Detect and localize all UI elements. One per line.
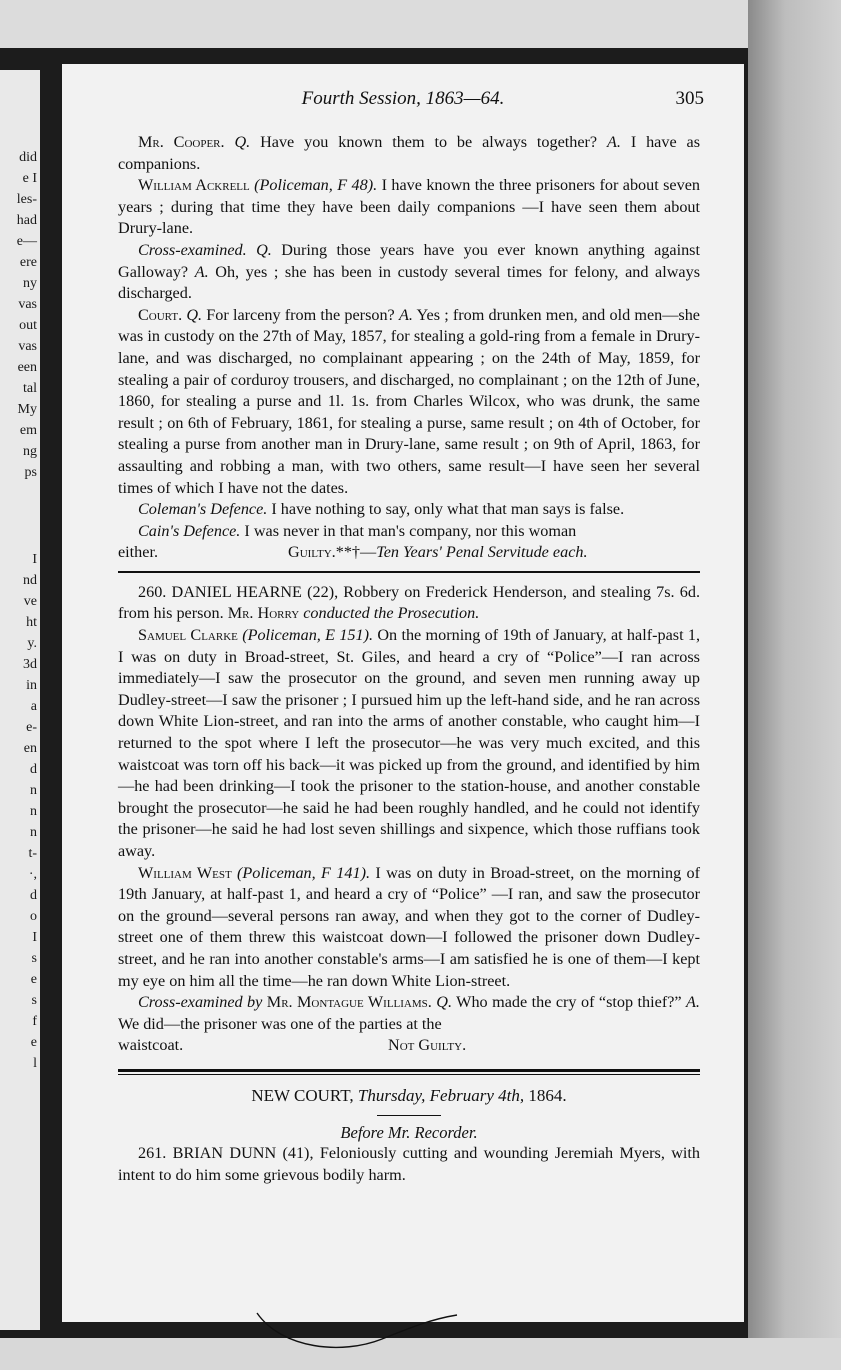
question-label: Q. (431, 993, 453, 1012)
testimony-text: I was on duty in Broad-street, on the morning of 19th January, at half-past 1, and heard a cry of “Police” —I ran, and saw the prosecutor on the ground—several persons ran away, and when they got to the corner of Dudley-street one of them threw this waistcoat down—I followed the prisoner down Dudley-street, and he ran into another constable's arms—I am satisfied he is one of them—I kept my eye on him all the time—he ran down White Lion-street. (118, 863, 701, 990)
paragraph-cain-defence (118, 521, 700, 543)
verdict-marks: **†— (335, 543, 377, 562)
charge-text: Robbery on Frederick Henderson, and stealing 7s. 6d. from his person. (118, 582, 701, 623)
question-text: Have you known them to be always together? (250, 133, 607, 151)
sentence-text: Ten Years' Penal Servitude each. (376, 543, 588, 562)
left-page-fragment: f (32, 1014, 37, 1029)
left-page-fragment: e— (16, 234, 37, 249)
left-page-fragment: een (17, 360, 37, 375)
left-page-fragment: ·, (28, 867, 37, 882)
defence-text: I have nothing to say, only what that man says is false. (267, 500, 625, 519)
court-title: NEW COURT, (251, 1085, 354, 1105)
speaker-name: William West (138, 863, 232, 882)
left-page-fragment: s (31, 951, 37, 966)
answer-label: A. (607, 133, 621, 151)
defendant-age: (41), (282, 1144, 314, 1163)
left-page-fragment: d (30, 762, 37, 777)
verdict-not-guilty: Not Guilty. (388, 1036, 467, 1055)
prosecutor-name: Mr. Horry (227, 604, 300, 623)
body-text (118, 132, 700, 1186)
counsel-name: Mr. Montague Williams. (262, 993, 432, 1012)
left-page-fragment: My (17, 402, 37, 417)
case-261-heading (118, 1143, 700, 1186)
court-divider (118, 1069, 700, 1075)
short-divider (377, 1115, 441, 1116)
left-page-fragment: s (31, 993, 37, 1008)
left-page-fragment: ere (19, 255, 37, 270)
cross-label: Cross-examined. (138, 240, 247, 259)
court-date: Thursday, February 4th, (353, 1085, 525, 1105)
speaker-role: (Policeman, E 151). (242, 626, 374, 645)
question-label: Q. (182, 305, 203, 324)
page-number: 305 (675, 88, 704, 109)
speaker-name: William Ackrell (138, 176, 250, 195)
defence-text: I was never in that man's company, nor this woman (240, 521, 577, 540)
prosecutor-note: conducted the Prosecution. (299, 604, 480, 623)
paragraph-coleman-defence (118, 499, 700, 521)
left-page-fragment: ht (26, 615, 37, 630)
left-page-fragment: ps (24, 465, 37, 480)
book-right-edge (748, 0, 841, 1370)
defendant-name: DANIEL HEARNE (171, 582, 302, 601)
session-title: Fourth Session, 1863—64. (301, 88, 505, 109)
question-text: Who made the cry of “stop thief?” (452, 993, 687, 1012)
question-label: Q. (246, 240, 272, 259)
left-page-fragment: out (19, 318, 37, 333)
left-page-fragment: e I (22, 171, 37, 186)
question-text: For larceny from the person? (202, 305, 399, 324)
left-page-fragment: n (30, 804, 37, 819)
left-page-fragment: ng (23, 444, 37, 459)
case-number: 260. (138, 582, 167, 601)
answer-text-end: waistcoat. (118, 1036, 184, 1055)
left-page-fragment: e- (26, 720, 37, 735)
paragraph-court (118, 305, 700, 499)
answer-label: A. (398, 305, 413, 324)
defence-label: Cain's Defence. (138, 521, 241, 540)
verdict-label: Guilty. (288, 543, 336, 562)
left-page-fragment: vas (18, 339, 37, 354)
left-page-fragment: ve (23, 594, 37, 609)
speaker-role: (Policeman, F 141). (237, 863, 371, 882)
left-page-fragment: l (33, 1056, 37, 1071)
left-page-fragment: did (19, 150, 37, 165)
left-page-fragment: d (30, 888, 37, 903)
answer-text: I have as companions. (118, 133, 700, 173)
answer-text: We did—the prisoner was one of the parties at the (118, 1014, 442, 1033)
speaker-role: (Policeman, F 48). (254, 176, 378, 195)
charge-text: Feloniously cutting and wounding Jeremiah Myers, with intent to do him some grievous bodily harm. (118, 1144, 701, 1184)
left-page-fragment: e (30, 1035, 37, 1050)
left-page-fragment: n (30, 825, 37, 840)
left-page-fragment: en (23, 741, 37, 756)
defendant-age: (22), (307, 582, 339, 601)
before-recorder: Before Mr. Recorder. (340, 1122, 478, 1142)
testimony-text: On the morning of 19th of January, at half-past 1, I was on duty in Broad-street, St. Giles, and heard a cry of “Police”—I ran across immediately—I saw the prosecutor on the ground, and seven men running away up Dudley-street—I saw the prisoner ; I pursued him up the left-hand side, and he ran across down White Lion-street, and ran into the arms of another constable, who caught him—I returned to the spot where I left the prosecutor—he was very much excited, and this waistcoat was torn off his back—it was picked up from the ground, and identified by him—he had been drinking—I took the prisoner to the station-house, and another constable brought the prosecutor—he said he had been roughly handled, and he could not identify the prisoner—he said he had lost seven shillings and sixpence, which those ruffians took away. (118, 626, 701, 860)
case-260-heading (118, 582, 700, 625)
left-page-fragment: les- (16, 192, 37, 207)
left-page-fragment: o (30, 909, 37, 924)
left-page-fragment: em (19, 423, 37, 438)
question-label: Q. (234, 133, 251, 151)
paragraph-cross-examined (118, 240, 700, 305)
left-page-fragment: a (30, 699, 37, 714)
paragraph-west (118, 863, 700, 993)
defence-label: Coleman's Defence. (138, 500, 268, 519)
answer-text: Yes ; from drunken men, and old men—she was in custody on the 27th of May, 1857, for stealing a gold-ring from a female in Drury-lane, and was discharged, no complainant appearing ; on the 24th of May, 1859, for stealing a pair of corduroy trousers, and discharged, no complainant ; on the 12th of June, 1860, for stealing a purse and 1l. 1s. from Charles Wilcox, who was drunk, the same result ; on 6th of February, 1861, for stealing a purse, same result ; on 4th of October, for stealing a purse from another man in Drury-lane, same result ; on 9th of April, 1863, for assaulting and robbing a man, with two others, same result—I have seen her several times of which I have not the dates. (118, 305, 700, 497)
pen-stroke-mark (252, 1309, 462, 1353)
left-page-fragment: nd (23, 573, 37, 588)
answer-label: A. (686, 993, 700, 1012)
verdict-guilty (288, 542, 588, 564)
verdict-line-1 (118, 542, 700, 564)
question-text: During those years have you ever known anything against Galloway? (118, 240, 700, 281)
cross-label: Cross-examined by (138, 993, 263, 1012)
paragraph-ackrell (118, 175, 700, 240)
left-page-fragment: t- (28, 846, 37, 861)
new-court-heading (118, 1085, 700, 1107)
answer-label: A. (194, 262, 209, 281)
paragraph-cooper (118, 132, 700, 175)
left-page-fragment: in (26, 678, 37, 693)
left-page-fragment: ny (23, 276, 37, 291)
speaker-name: Samuel Clarke (138, 626, 238, 645)
paragraph-cross-examined-2 (118, 992, 700, 1035)
left-page-fragment: vas (18, 297, 37, 312)
speaker-name: Mr. Cooper. (138, 133, 225, 151)
paragraph-clarke (118, 625, 700, 863)
left-page-fragment: n (30, 783, 37, 798)
court-year: 1864. (524, 1085, 567, 1105)
left-page-fragment: y. (27, 636, 37, 651)
testimony-text: I have known the three prisoners for about seven years ; during that time they have been daily companions —I have seen them about Drury-lane. (118, 176, 700, 238)
defence-text-end: either. (118, 543, 159, 562)
left-page-fragment: tal (23, 381, 37, 396)
book-top-edge (0, 0, 841, 48)
left-page-fragment: I (32, 552, 37, 567)
verdict-line-2 (118, 1035, 700, 1057)
case-number: 261. (138, 1144, 167, 1163)
speaker-name: Court. (138, 305, 183, 324)
defendant-name: BRIAN DUNN (172, 1144, 277, 1163)
left-facing-page (0, 70, 40, 1330)
running-header (62, 88, 744, 114)
left-page-fragment: e (30, 972, 37, 987)
left-page-fragment: had (16, 213, 37, 228)
answer-text: Oh, yes ; she has been in custody several times for felony, and always discharged. (118, 262, 700, 303)
left-page-fragment: I (32, 930, 37, 945)
left-page-fragment: 3d (23, 657, 37, 672)
section-divider (118, 571, 700, 573)
document-page (62, 64, 744, 1322)
